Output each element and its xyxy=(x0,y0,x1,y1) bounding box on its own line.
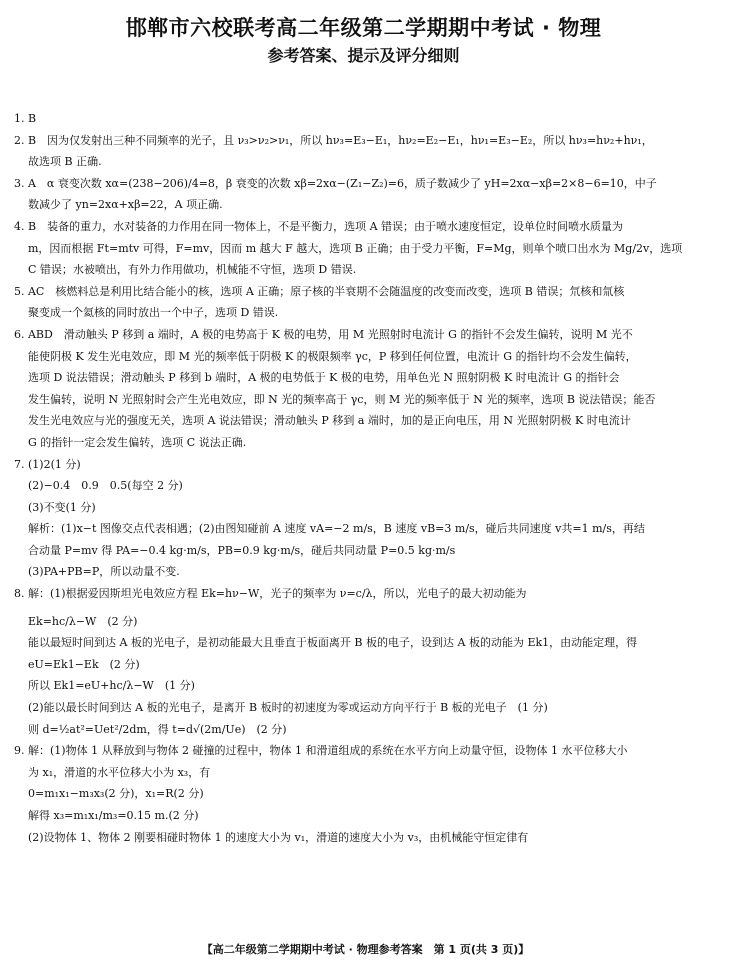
answer-line: 1. B xyxy=(14,112,37,125)
answer-line: 解得 x₃=m₁x₁/m₃=0.15 m.(2 分) xyxy=(28,809,199,822)
answer-line: 8. 解：(1)根据爱因斯坦光电效应方程 Ek=hν−W，光子的频率为 ν=c/λ，所以，光电子的最大初动能为 xyxy=(14,587,527,601)
answer-line: 则 d=½at²=Uet²/2dm，得 t=d√(2m/Ue) (2 分) xyxy=(28,722,287,736)
answer-line: 3. A α 衰变次数 xα=(238−206)/4=8，β 衰变的次数 xβ=2xα−(Z₁−Z₂)=6，质子数减少了 yH=2xα−xβ=2×8−6=10，中子 xyxy=(14,176,657,190)
answer-line: 选项 D 说法错误；滑动触头 P 移到 b 端时，A 极的电势低于 K 极的电势，用单色光 N 照射阴极 K 时电流计 G 的指针会 xyxy=(28,371,620,385)
answer-line: 解析：(1)x−t 图像交点代表相遇；(2)由图知碰前 A 速度 vA=−2 m/s，B 速度 vB=3 m/s，碰后共同速度 v共=1 m/s，再结 xyxy=(28,522,645,536)
page-footer: 【高二年级第二学期期中考试 · 物理参考答案 第 1 页(共 3 页)】 xyxy=(201,943,530,956)
page-subtitle: 参考答案、提示及评分细则 xyxy=(267,46,460,65)
answer-line: eU=Ek1−Ek (2 分) xyxy=(28,657,140,671)
answer-line: (2)能以最长时间到达 A 板的光电子，是离开 B 板时的初速度为零或运动方向平行于 B 板的光电子 (1 分) xyxy=(28,701,548,715)
answer-line: 发生偏转，说明 N 光照射时会产生光电效应，即 N 光的频率高于 γc，则 M 光的频率低于 N 光的频率，选项 B 说法错误；能否 xyxy=(28,392,656,406)
answer-line: G 的指针一定会发生偏转，选项 C 说法正确. xyxy=(28,435,247,449)
answer-line: 为 x₁，滑道的水平位移大小为 x₃，有 xyxy=(28,765,211,779)
answer-line: 聚变成一个氦核的同时放出一个中子，选项 D 错误. xyxy=(28,306,279,320)
answer-line: 所以 Ek1=eU+hc/λ−W (1 分) xyxy=(28,679,195,693)
answer-line: 9. 解：(1)物体 1 从释放到与物体 2 碰撞的过程中，物体 1 和滑道组成的系统在水平方向上动量守恒，设物体 1 水平位移大小 xyxy=(14,744,628,758)
answer-line: 0=m₁x₁−m₃x₃(2 分)，x₁=R(2 分) xyxy=(28,787,204,801)
answer-line: 能使阴极 K 发生光电效应，即 M 光的频率低于阴极 K 的极限频率 γc，P 移到任何位置，电流计 G 的指针均不会发生偏转， xyxy=(28,349,637,363)
answer-body xyxy=(14,108,713,848)
answer-line: 6. ABD 滑动触头 P 移到 a 端时，A 极的电势高于 K 极的电势，用 M 光照射时电流计 G 的指针不会发生偏转，说明 M 光不 xyxy=(14,327,633,341)
answer-line: 能以最短时间到达 A 板的光电子，是初动能最大且垂直于板面离开 B 板的电子，设到达 A 板的动能为 Ek1，由动能定理，得 xyxy=(28,636,638,650)
answer-line: 7. (1)2(1 分) xyxy=(14,457,81,471)
answer-line: 故选项 B 正确. xyxy=(28,155,102,169)
answer-line: 数减少了 yn=2xα+xβ=22，A 项正确. xyxy=(28,198,223,212)
answer-line: 4. B 装备的重力，水对装备的力作用在同一物体上，不是平衡力，选项 A 错误；由于喷水速度恒定，设单位时间喷水质量为 xyxy=(14,219,624,233)
answer-line: (2)−0.4 0.9 0.5(每空 2 分) xyxy=(28,479,183,493)
answer-line: 2. B 因为仅发射出三种不同频率的光子，且 ν₃>ν₂>ν₁，所以 hν₃=E₃−E₁，hν₂=E₂−E₁，hν₁=E₃−E₂，所以 hν₃=hν₂+hν₁， xyxy=(14,133,653,147)
answer-line: C 错误；水被喷出，有外力作用做功，机械能不守恒，选项 D 错误. xyxy=(28,263,357,277)
answer-line: 5. AC 核燃料总是利用比结合能小的核，选项 A 正确；原子核的半衰期不会随温度的改变而改变，选项 B 错误；氘核和氚核 xyxy=(14,284,625,298)
answer-line: m，因而根据 Ft=mtv 可得，F=mv，因而 m 越大 F 越大，选项 B 正确；由于受力平衡，F=Mg，则单个喷口出水为 Mg/2v，选项 xyxy=(28,241,683,255)
answer-line: 合动量 P=mv 得 PA=−0.4 kg·m/s，PB=0.9 kg·m/s，碰后共同动量 P=0.5 kg·m/s xyxy=(28,543,456,557)
answer-line: Ek=hc/λ−W (2 分) xyxy=(28,614,138,628)
answer-line: (3)不变(1 分) xyxy=(28,500,96,514)
page-title: 邯郸市六校联考高二年级第二学期期中考试 · 物理 xyxy=(125,16,602,40)
answer-line: (3)PA+PB=P，所以动量不变. xyxy=(28,565,180,579)
answer-line: (2)设物体 1、物体 2 刚要相碰时物体 1 的速度大小为 v₁，滑道的速度大小为 v₃，由机械能守恒定律有 xyxy=(28,830,529,844)
answer-line: 发生光电效应与光的强度无关，选项 A 说法错误；滑动触头 P 移到 a 端时，加的是正向电压，用 N 光照射阴极 K 时电流计 xyxy=(28,414,631,428)
